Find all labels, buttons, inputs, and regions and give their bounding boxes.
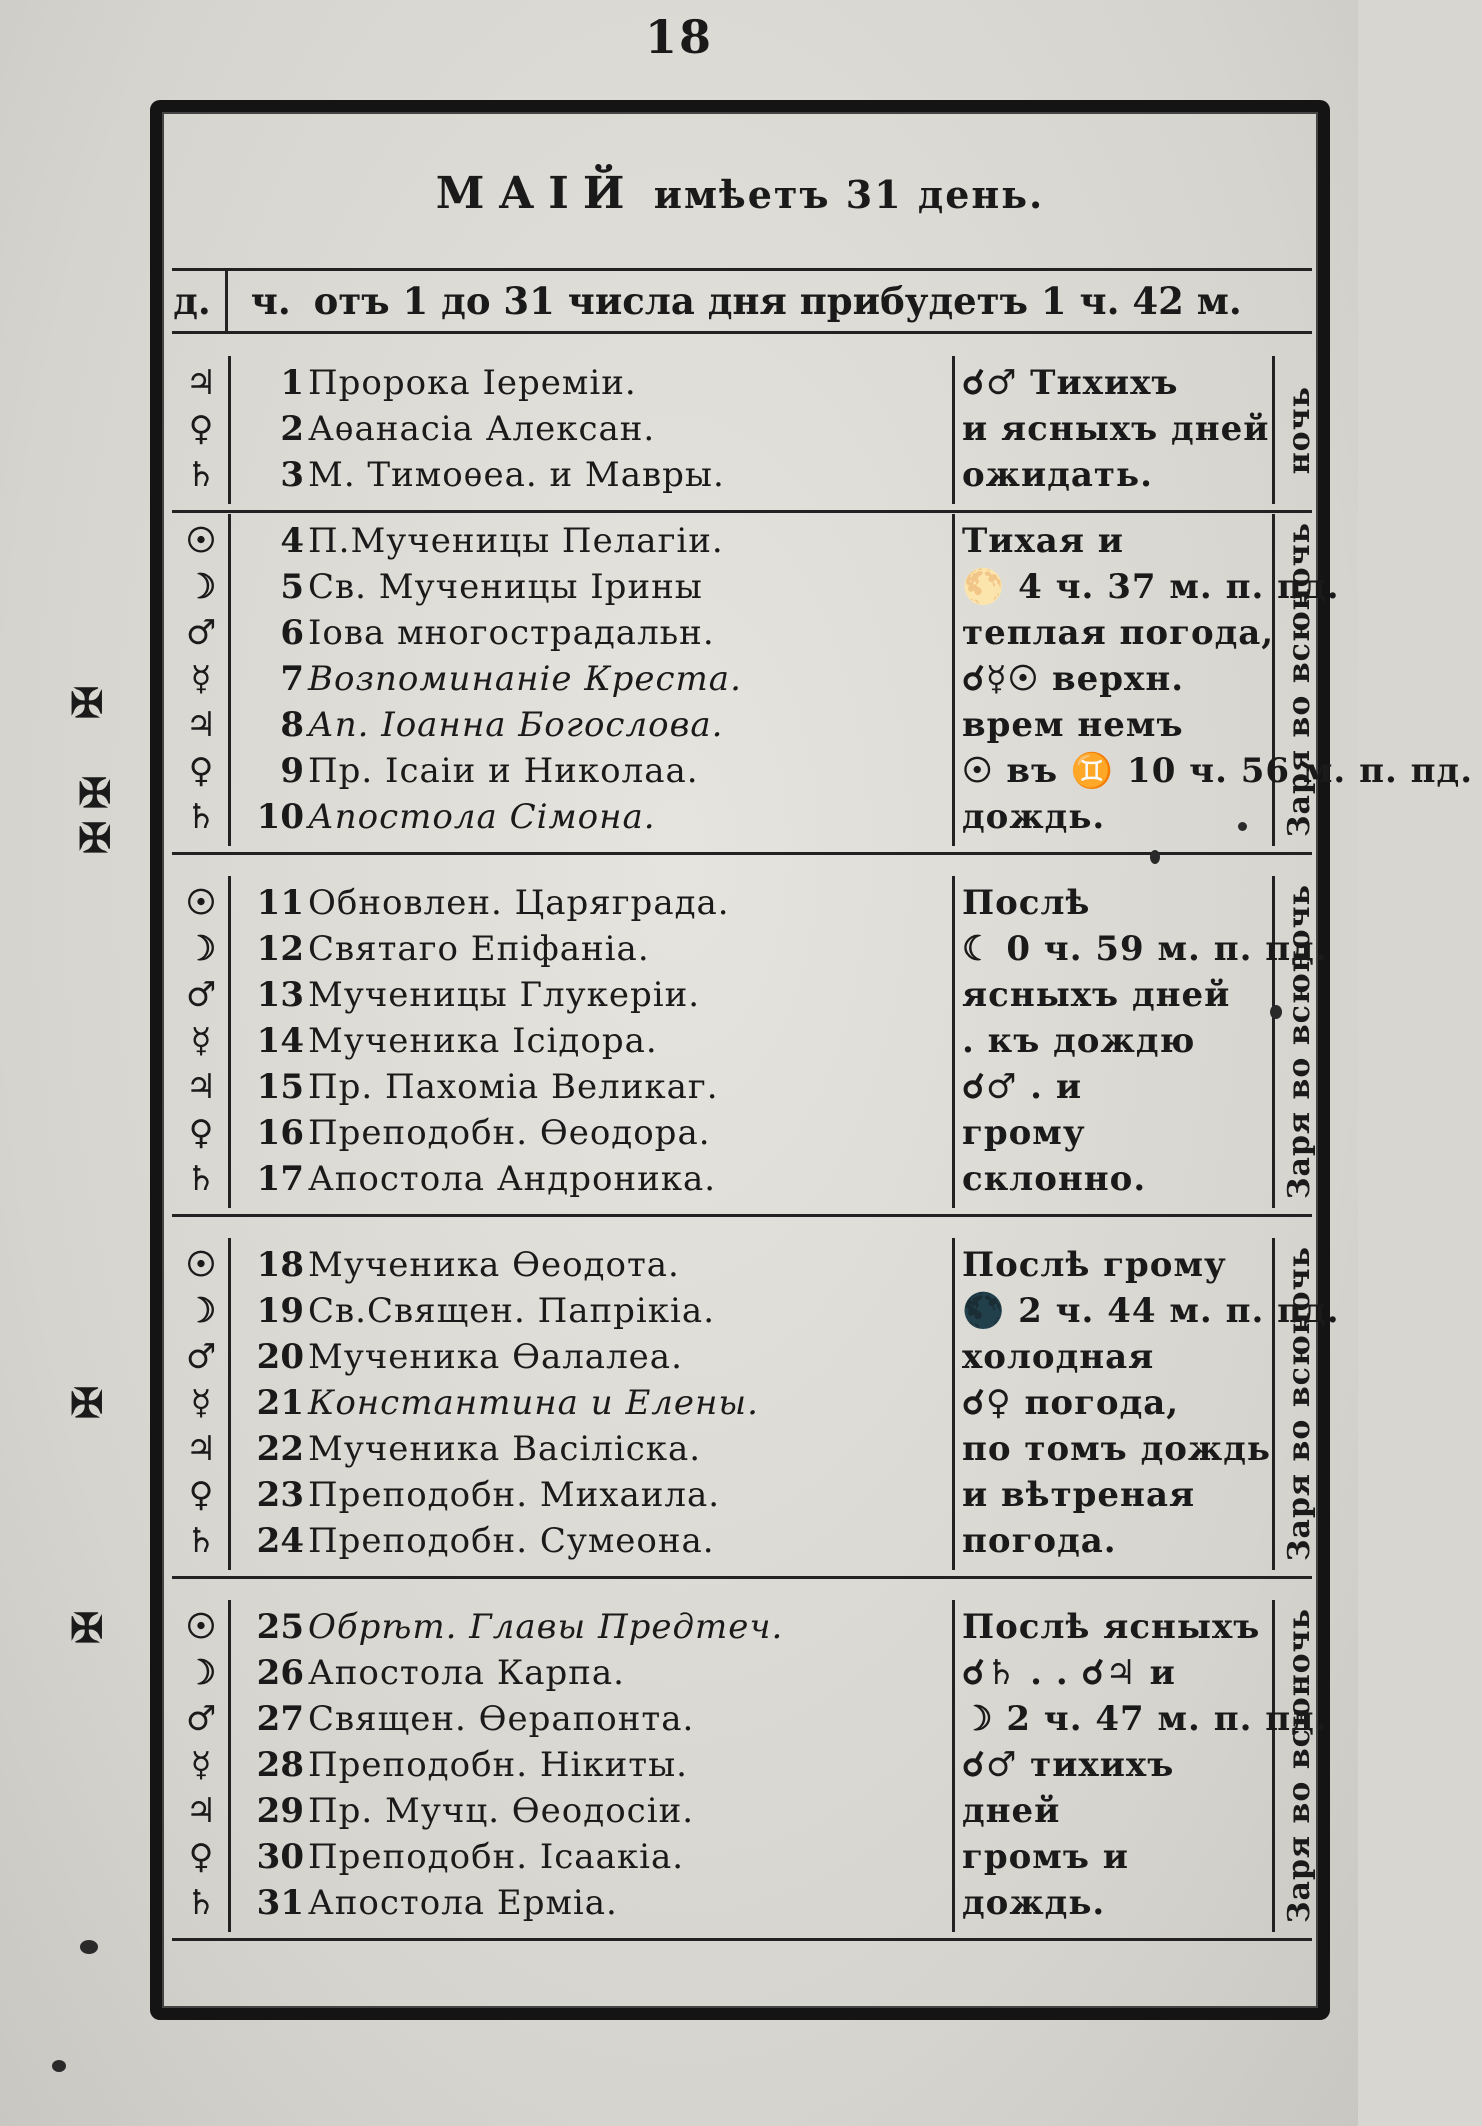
calendar-row	[172, 1834, 1312, 1880]
saint-name: Константина и Елены.	[308, 1383, 759, 1423]
calendar-row	[172, 880, 1312, 926]
weather-note: ☌♄ . . ☌♃ и	[962, 1653, 1176, 1693]
planet-symbol: ☉	[185, 521, 217, 561]
weather-note: Послѣ	[962, 883, 1091, 923]
weather-note: ясныхъ дней	[962, 975, 1231, 1015]
weather-note: Тихая и	[962, 521, 1124, 561]
day-number: 13	[256, 975, 304, 1015]
weather-note: . къ дождю	[962, 1021, 1196, 1061]
saint-name: Мученика Ісідора.	[308, 1021, 658, 1061]
saint-name: Св.Священ. Папрікіа.	[308, 1291, 715, 1331]
calendar-row	[172, 564, 1340, 610]
saint-name: Апостола Андроника.	[308, 1159, 717, 1199]
saint-name: Св. Мученицы Ірины	[308, 567, 703, 607]
calendar-row	[172, 1426, 1312, 1472]
day-number: 17	[256, 1159, 304, 1199]
week-block	[172, 1594, 1328, 1941]
weather-note: ☌♂ . и	[962, 1067, 1083, 1107]
saint-name: Іова многострадальн.	[308, 613, 715, 653]
day-number: 29	[256, 1791, 304, 1831]
day-number: 8	[280, 705, 304, 745]
day-number: 27	[256, 1699, 304, 1739]
day-number: 22	[256, 1429, 304, 1469]
planet-symbol: ☽	[185, 929, 217, 969]
week-block	[172, 1232, 1340, 1579]
planet-symbol: ☿	[190, 1745, 212, 1785]
side-label-text: ночь	[1281, 385, 1317, 475]
calendar-row	[172, 1472, 1312, 1518]
saint-name: Пр. Мучц. Ѳеодосіи.	[308, 1791, 695, 1831]
header-col-day: ч.	[250, 279, 291, 323]
weather-note: грому	[962, 1113, 1086, 1153]
calendar-row	[172, 1110, 1312, 1156]
planet-symbol: ♀	[188, 409, 214, 449]
saint-name: Святаго Епіфаніа.	[308, 929, 650, 969]
saint-name: Обрѣт. Главы Предтеч.	[308, 1607, 784, 1647]
planet-symbol: ♄	[185, 1883, 217, 1923]
day-number: 16	[256, 1113, 304, 1153]
week-block	[172, 508, 1474, 855]
planet-symbol: ♃	[185, 363, 217, 403]
saint-name: П.Мученицы Пелагіи.	[308, 521, 724, 561]
planet-symbol: ♂	[185, 1337, 217, 1377]
calendar-row	[172, 1380, 1312, 1426]
saint-name: Обновлен. Царяграда.	[308, 883, 730, 923]
saint-name: Пр. Пахоміа Великаг.	[308, 1067, 719, 1107]
calendar-row	[172, 1604, 1312, 1650]
saint-name: Священ. Ѳерапонта.	[308, 1699, 695, 1739]
calendar-row	[172, 518, 1312, 564]
day-number: 28	[256, 1745, 304, 1785]
ink-blot	[1270, 1005, 1282, 1019]
ink-blot	[80, 1940, 98, 1954]
saint-name: Преподобн. Михаила.	[308, 1475, 721, 1515]
calendar-row	[172, 972, 1312, 1018]
side-label-text: Заря во всюночь	[1281, 884, 1317, 1200]
weather-note: теплая погода,	[962, 613, 1275, 653]
planet-symbol: ♂	[185, 975, 217, 1015]
day-number: 30	[256, 1837, 304, 1877]
weather-note: дней	[962, 1791, 1061, 1831]
day-number: 15	[256, 1067, 304, 1107]
weather-note: дождь.	[962, 797, 1106, 837]
saint-name: Мученицы Глукеріи.	[308, 975, 701, 1015]
calendar-row	[172, 406, 1312, 452]
saint-name: Аѳанасіа Алексан.	[308, 409, 656, 449]
planet-symbol: ☉	[185, 1607, 217, 1647]
day-number: 20	[256, 1337, 304, 1377]
calendar-row	[172, 702, 1312, 748]
day-number: 7	[280, 659, 304, 699]
header-row	[172, 268, 1312, 334]
weather-note: ожидать.	[962, 455, 1153, 495]
saint-name: Пророка Іереміи.	[308, 363, 637, 403]
calendar-row	[172, 1242, 1312, 1288]
weather-note: Послѣ грому	[962, 1245, 1227, 1285]
week-block	[172, 870, 1328, 1217]
planet-symbol: ☽	[185, 1653, 217, 1693]
calendar-row	[172, 1696, 1328, 1742]
page-number: 18	[644, 10, 713, 64]
cross-mark: ✠	[78, 770, 112, 817]
weather-note: ☌♀ погода,	[962, 1383, 1180, 1423]
calendar-row	[172, 452, 1312, 498]
saint-name: Апостола Карпа.	[308, 1653, 625, 1693]
weather-note: ☉ въ ♊ 10 ч. 56 м. п. пд.	[962, 751, 1474, 791]
planet-symbol: ☉	[185, 883, 217, 923]
day-number: 6	[280, 613, 304, 653]
day-number: 23	[256, 1475, 304, 1515]
header-col-weekday: д.	[173, 279, 211, 323]
planet-symbol: ♄	[185, 455, 217, 495]
calendar-row	[172, 748, 1474, 794]
week-block	[172, 350, 1317, 513]
day-number: 19	[256, 1291, 304, 1331]
day-number: 25	[256, 1607, 304, 1647]
weather-note: громъ и	[962, 1837, 1129, 1877]
cross-mark: ✠	[70, 680, 104, 727]
day-number: 11	[256, 883, 304, 923]
saint-name: Преподобн. Нікиты.	[308, 1745, 688, 1785]
cross-mark: ✠	[70, 1380, 104, 1427]
calendar-row	[172, 610, 1312, 656]
day-number: 24	[256, 1521, 304, 1561]
saint-name: Апостола Сімона.	[308, 797, 656, 837]
ink-blot	[1150, 850, 1160, 864]
weather-note: Послѣ ясныхъ	[962, 1607, 1261, 1647]
saint-name: Преподобн. Сумеона.	[308, 1521, 715, 1561]
weather-note: ☌♂ тихихъ	[962, 1745, 1175, 1785]
saint-name: Ап. Іоанна Богослова.	[308, 705, 724, 745]
day-number: 21	[256, 1383, 304, 1423]
planet-symbol: ♃	[185, 1429, 217, 1469]
side-label-text: Заря во всюночь	[1281, 522, 1317, 838]
cross-mark: ✠	[78, 815, 112, 862]
weather-note: погода.	[962, 1521, 1117, 1561]
weather-note: ☾ 0 ч. 59 м. п. пд.	[962, 929, 1328, 969]
saint-name: Преподобн. Ѳеодора.	[308, 1113, 711, 1153]
planet-symbol: ☉	[185, 1245, 217, 1285]
day-number: 3	[280, 455, 304, 495]
calendar-row	[172, 1650, 1312, 1696]
saint-name: Апостола Ерміа.	[308, 1883, 618, 1923]
saint-name: Пр. Ісаіи и Николаа.	[308, 751, 699, 791]
header-divider	[225, 271, 238, 331]
planet-symbol: ♄	[185, 1159, 217, 1199]
day-number: 1	[280, 363, 304, 403]
weather-note: ☽ 2 ч. 47 м. п. пд.	[962, 1699, 1328, 1739]
weather-note: склонно.	[962, 1159, 1147, 1199]
saint-name: Мученика Ѳалалеа.	[308, 1337, 683, 1377]
calendar-row	[172, 360, 1312, 406]
weather-note: ☌♂ Тихихъ	[962, 363, 1179, 403]
weather-note: по томъ дождь	[962, 1429, 1272, 1469]
month-title	[170, 168, 1310, 219]
day-number: 18	[256, 1245, 304, 1285]
planet-symbol: ♃	[185, 1067, 217, 1107]
cross-mark: ✠	[70, 1605, 104, 1652]
weather-note: врем немъ	[962, 705, 1184, 745]
calendar-row	[172, 1064, 1312, 1110]
weather-note: ☌☿☉ верхн.	[962, 659, 1185, 699]
planet-symbol: ♂	[185, 613, 217, 653]
planet-symbol: ☿	[190, 1383, 212, 1423]
planet-symbol: ♀	[188, 1837, 214, 1877]
planet-symbol: ☿	[190, 1021, 212, 1061]
saint-name: Преподобн. Ісаакіа.	[308, 1837, 685, 1877]
day-number: 10	[256, 797, 304, 837]
planet-symbol: ♄	[185, 797, 217, 837]
planet-symbol: ♃	[185, 1791, 217, 1831]
planet-symbol: ☿	[190, 659, 212, 699]
calendar-row	[172, 1288, 1340, 1334]
saint-name: Мученика Ѳеодота.	[308, 1245, 680, 1285]
ink-blot	[52, 2060, 66, 2072]
calendar-row	[172, 1742, 1312, 1788]
day-number: 14	[256, 1021, 304, 1061]
calendar-row	[172, 656, 1312, 702]
calendar-row	[172, 1334, 1312, 1380]
day-number: 12	[256, 929, 304, 969]
saint-name: М. Тимоѳеа. и Мавры.	[308, 455, 725, 495]
weather-note: 🌑 2 ч. 44 м. п. пд.	[962, 1291, 1340, 1331]
month-name: МАІЙ	[435, 168, 639, 219]
planet-symbol: ♄	[185, 1521, 217, 1561]
saint-name: Возпоминаніе Креста.	[308, 659, 742, 699]
day-number: 2	[280, 409, 304, 449]
planet-symbol: ♂	[185, 1699, 217, 1739]
day-number: 5	[280, 567, 304, 607]
calendar-row	[172, 1156, 1312, 1202]
planet-symbol: ♀	[188, 1113, 214, 1153]
day-number: 4	[280, 521, 304, 561]
planet-symbol: ☽	[185, 1291, 217, 1331]
day-number: 31	[256, 1883, 304, 1923]
month-days: имѣетъ 31 день.	[653, 172, 1045, 217]
planet-symbol: ♃	[185, 705, 217, 745]
day-number: 26	[256, 1653, 304, 1693]
calendar-row	[172, 794, 1312, 840]
calendar-row	[172, 1518, 1312, 1564]
planet-symbol: ♀	[188, 751, 214, 791]
side-label-text: Заря во всюночь	[1281, 1608, 1317, 1924]
weather-note: дождь.	[962, 1883, 1106, 1923]
day-number: 9	[280, 751, 304, 791]
ink-blot	[1238, 822, 1247, 831]
header-daylight-text: отъ 1 до 31 числа дня прибудетъ 1 ч. 42 м.	[313, 279, 1242, 323]
calendar-row	[172, 1788, 1312, 1834]
planet-symbol: ♀	[188, 1475, 214, 1515]
saint-name: Мученика Васіліска.	[308, 1429, 702, 1469]
weather-note: и ясныхъ дней	[962, 409, 1270, 449]
side-label-text: Заря во всюночь	[1281, 1246, 1317, 1562]
weather-note: холодная	[962, 1337, 1155, 1377]
weather-note: и вѣтреная	[962, 1475, 1196, 1515]
planet-symbol: ☽	[185, 567, 217, 607]
calendar-row	[172, 1018, 1312, 1064]
weather-note: 🌕 4 ч. 37 м. п. пд.	[962, 567, 1340, 607]
calendar-row	[172, 926, 1328, 972]
calendar-row	[172, 1880, 1312, 1926]
